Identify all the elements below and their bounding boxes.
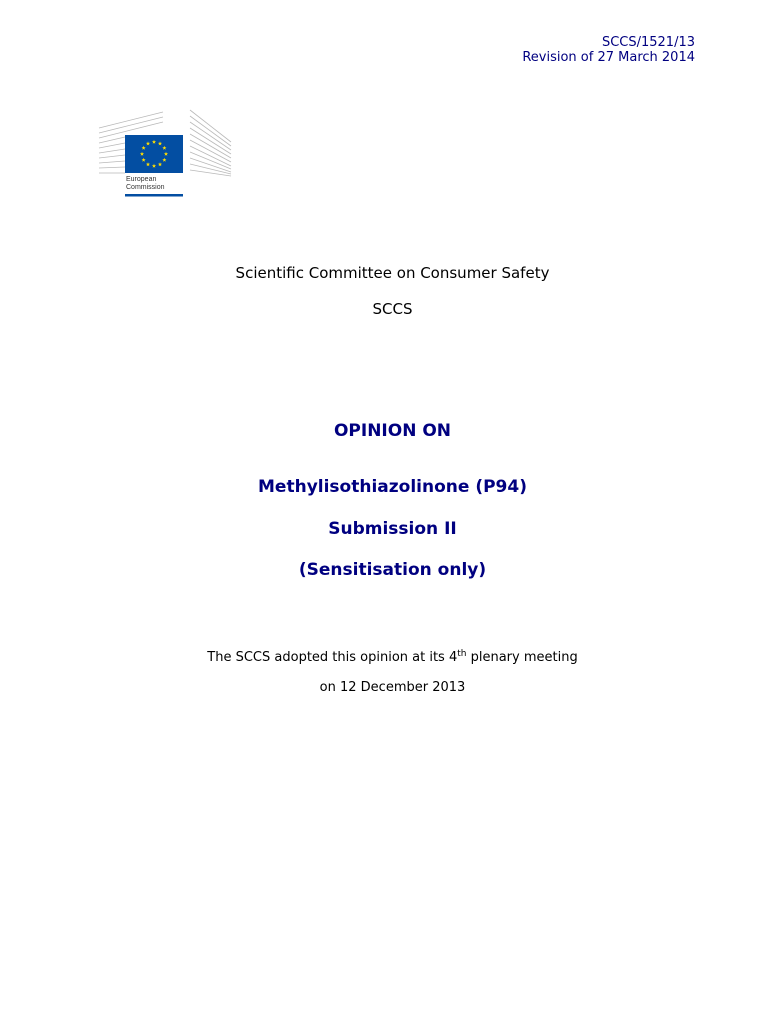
- european-commission-logo: [97, 108, 233, 200]
- adoption-statement: [0, 650, 768, 665]
- committee-name: Scientific Committee on Consumer Safety: [235, 264, 550, 282]
- revision-date: Revision of 27 March 2014: [522, 50, 695, 65]
- submission-title: Submission II: [328, 519, 457, 539]
- document-reference: [522, 35, 695, 65]
- committee-abbreviation: SCCS: [372, 300, 413, 318]
- scope-title: (Sensitisation only): [298, 560, 487, 580]
- adoption-date: on 12 December 2013: [319, 680, 466, 695]
- opinion-heading: OPINION ON: [333, 421, 452, 441]
- ordinal-suffix: th: [457, 649, 467, 659]
- reference-number: SCCS/1521/13: [601, 35, 695, 50]
- building-icon: [97, 108, 233, 200]
- logo-text-line2: Commission: [126, 184, 165, 191]
- logo-text-line1: European: [126, 176, 157, 183]
- substance-title: Methylisothiazolinone (P94): [258, 477, 527, 497]
- adoption-text-before: The SCCS adopted this opinion at its 4: [207, 650, 458, 665]
- adoption-text-after: plenary meeting: [466, 650, 578, 665]
